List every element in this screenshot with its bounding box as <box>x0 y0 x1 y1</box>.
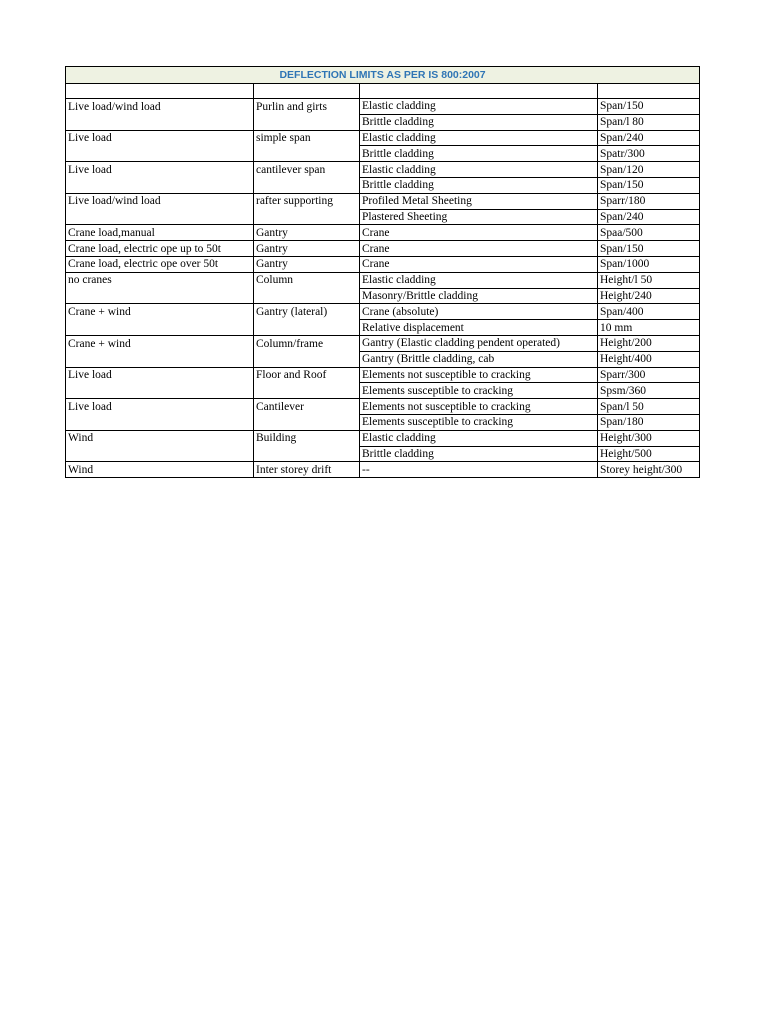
table-cell: Floor and Roof <box>254 367 360 383</box>
table-row <box>66 272 700 288</box>
table-cell: Span/l 50 <box>598 399 700 415</box>
table-cell: Span/1000 <box>598 256 700 272</box>
table-cell: Crane <box>360 225 598 241</box>
table-cell: Gantry <box>254 256 360 272</box>
table-cell: Height/500 <box>598 446 700 462</box>
table-cell <box>66 446 254 462</box>
table-cell: Crane load,manual <box>66 225 254 241</box>
table-cell: Building <box>254 430 360 446</box>
table-row <box>66 256 700 272</box>
table-row <box>66 99 700 115</box>
table-cell <box>254 177 360 193</box>
table-cell <box>66 84 254 99</box>
table-row <box>66 114 700 130</box>
table-cell: Span/150 <box>598 99 700 115</box>
table-cell: Wind <box>66 462 254 478</box>
table-cell: Gantry (Brittle cladding, cab <box>360 351 598 367</box>
table-cell: Span/400 <box>598 304 700 320</box>
table-row <box>66 241 700 257</box>
table-row <box>66 399 700 415</box>
table-cell: Storey height/300 <box>598 462 700 478</box>
table-row <box>66 193 700 209</box>
table-cell: Span/180 <box>598 414 700 430</box>
table-row <box>66 209 700 225</box>
table-cell: -- <box>360 462 598 478</box>
table-cell <box>254 209 360 225</box>
table-cell: Wind <box>66 430 254 446</box>
table-cell: Live load <box>66 367 254 383</box>
table-cell: Relative displacement <box>360 320 598 336</box>
table-cell <box>598 84 700 99</box>
table-cell: Live load/wind load <box>66 99 254 115</box>
table-cell: Elements susceptible to cracking <box>360 414 598 430</box>
table-cell: Inter storey drift <box>254 462 360 478</box>
table-cell: 10 mm <box>598 320 700 336</box>
table-cell: Height/240 <box>598 288 700 304</box>
table-cell <box>360 84 598 99</box>
table-cell: simple span <box>254 130 360 146</box>
table-row <box>66 462 700 478</box>
table-cell: Span/150 <box>598 241 700 257</box>
table-cell: Profiled Metal Sheeting <box>360 193 598 209</box>
table-cell: Span/120 <box>598 162 700 178</box>
table-row <box>66 446 700 462</box>
table-row <box>66 335 700 351</box>
deflection-limits-table <box>65 66 700 478</box>
table-cell: Gantry <box>254 225 360 241</box>
table-cell <box>66 383 254 399</box>
table-row <box>66 130 700 146</box>
table-cell <box>254 114 360 130</box>
table-cell <box>254 288 360 304</box>
table-cell <box>66 288 254 304</box>
table-cell: Height/200 <box>598 335 700 351</box>
table-cell: Crane load, electric ope over 50t <box>66 256 254 272</box>
table-cell: Spaa/500 <box>598 225 700 241</box>
table-cell: Crane + wind <box>66 335 254 351</box>
table-cell: Live load <box>66 130 254 146</box>
table-row <box>66 430 700 446</box>
table-cell: Spatr/300 <box>598 146 700 162</box>
table-cell: no cranes <box>66 272 254 288</box>
table-cell: Elastic cladding <box>360 99 598 115</box>
table-cell: Gantry <box>254 241 360 257</box>
table-cell <box>254 84 360 99</box>
table-cell: Elastic cladding <box>360 162 598 178</box>
table-cell <box>66 414 254 430</box>
table-row <box>66 304 700 320</box>
table-cell <box>66 146 254 162</box>
table-cell: Live load <box>66 399 254 415</box>
table-cell: Elements susceptible to cracking <box>360 383 598 399</box>
table-cell <box>66 351 254 367</box>
table-cell: Crane + wind <box>66 304 254 320</box>
table-cell: Height/400 <box>598 351 700 367</box>
table-cell: Elements not susceptible to cracking <box>360 367 598 383</box>
table-cell <box>254 446 360 462</box>
table-cell: Span/l 80 <box>598 114 700 130</box>
table-cell <box>254 383 360 399</box>
table-row <box>66 288 700 304</box>
table-cell: rafter supporting <box>254 193 360 209</box>
table-cell <box>254 146 360 162</box>
table-cell: Span/240 <box>598 130 700 146</box>
table-cell: Gantry (lateral) <box>254 304 360 320</box>
table-cell: Purlin and girts <box>254 99 360 115</box>
table-cell <box>254 414 360 430</box>
table-cell: Cantilever <box>254 399 360 415</box>
table-cell: Span/150 <box>598 177 700 193</box>
table-cell: Live load/wind load <box>66 193 254 209</box>
table-row <box>66 225 700 241</box>
table-cell <box>254 351 360 367</box>
title-row <box>66 67 700 84</box>
table-cell: Brittle cladding <box>360 446 598 462</box>
table-cell: Spsm/360 <box>598 383 700 399</box>
table-row <box>66 383 700 399</box>
table-cell: Elastic cladding <box>360 130 598 146</box>
table-cell <box>66 177 254 193</box>
table-cell: Brittle cladding <box>360 114 598 130</box>
table-cell: Crane load, electric ope up to 50t <box>66 241 254 257</box>
table-cell: Brittle cladding <box>360 146 598 162</box>
table-cell: Span/240 <box>598 209 700 225</box>
table-cell <box>66 209 254 225</box>
table-row <box>66 367 700 383</box>
table-cell: Gantry (Elastic cladding pendent operated) <box>360 335 598 351</box>
table-cell: Live load <box>66 162 254 178</box>
blank-row <box>66 84 700 99</box>
table-row <box>66 146 700 162</box>
table-row <box>66 162 700 178</box>
table-row <box>66 414 700 430</box>
table-cell: Masonry/Brittle cladding <box>360 288 598 304</box>
table-row <box>66 177 700 193</box>
table-cell: Height/300 <box>598 430 700 446</box>
table-cell: Column/frame <box>254 335 360 351</box>
table-cell: Crane <box>360 256 598 272</box>
table-cell: Crane <box>360 241 598 257</box>
table-row <box>66 320 700 336</box>
table-cell <box>254 320 360 336</box>
table-cell <box>66 320 254 336</box>
table-cell: Sparr/180 <box>598 193 700 209</box>
table-cell: Elastic cladding <box>360 272 598 288</box>
table-cell: Elements not susceptible to cracking <box>360 399 598 415</box>
table-title: DEFLECTION LIMITS AS PER IS 800:2007 <box>66 67 700 84</box>
table-cell <box>66 114 254 130</box>
table-cell: Crane (absolute) <box>360 304 598 320</box>
table-row <box>66 351 700 367</box>
table-cell: cantilever span <box>254 162 360 178</box>
table-cell: Sparr/300 <box>598 367 700 383</box>
table-cell: Column <box>254 272 360 288</box>
table-cell: Height/l 50 <box>598 272 700 288</box>
table-cell: Brittle cladding <box>360 177 598 193</box>
table-cell: Plastered Sheeting <box>360 209 598 225</box>
table-cell: Elastic cladding <box>360 430 598 446</box>
